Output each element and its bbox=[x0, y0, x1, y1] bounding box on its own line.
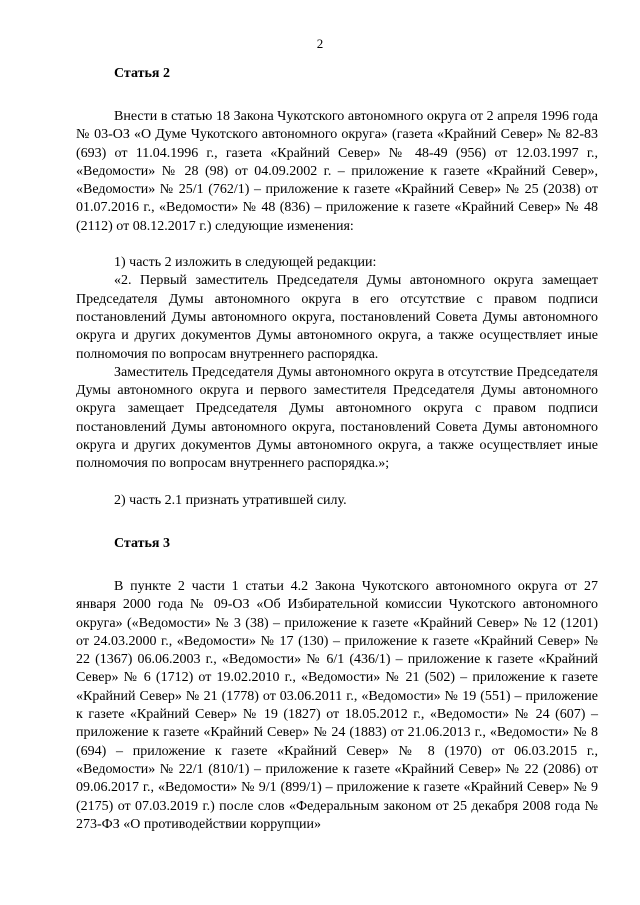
article-2-item-2: 2) часть 2.1 признать утратившей силу. bbox=[114, 492, 347, 508]
article-2-quote-1: «2. Первый заместитель Председателя Думы автономного округа замещает Председателя Думы автономного округа в его отсутствие с правом подписи постановлений Думы автономного округа, постановлений Совета Думы автономного округа и других документов Думы автономного округа, а также осуществляет иные полномочия по вопросам внутреннего распорядка. bbox=[76, 273, 598, 362]
article-3-heading: Статья 3 bbox=[114, 535, 170, 551]
article-2-intro: Внести в статью 18 Закона Чукотского автономного округа от 2 апреля 1996 года № 03-ОЗ «О Думе Чукотского автономного округа» (газета «Крайний Север» № 82-83 (693) от 11.04.1996 г., газета «Крайний Север» № 48-49 (956) от 12.03.1997 г., «Ведомости» № 28 (98) от 04.09.2002 г. – приложение к газете «Крайний Север», «Ведомости» № 25/1 (762/1) – приложение к газете «Крайний Север» № 25 (2038) от 01.07.2016 г., «Ведомости» № 48 (836) – приложение к газете «Крайний Север» № 48 (2112) от 08.12.2017 г.) следующие изменения: bbox=[76, 109, 598, 234]
article-2-item-1: 1) часть 2 изложить в следующей редакции: bbox=[114, 255, 377, 271]
article-2-quote-2: Заместитель Председателя Думы автономного округа в отсутствие Председателя Думы автономного округа и первого заместителя Председателя Думы автономного округа замещает Председателя Думы автономного округа с правом подписи постановлений Думы автономного округа, постановлений Совета Думы автономного округа и других документов Думы автономного округа, а также осуществляет иные полномочия по вопросам внутреннего распорядка.»; bbox=[76, 364, 598, 472]
article-2-heading: Статья 2 bbox=[114, 66, 170, 81]
article-3-body: В пункте 2 части 1 статьи 4.2 Закона Чукотского автономного округа от 27 января 2000 года № 09-ОЗ «Об Избирательной комиссии Чукотского автономного округа» («Ведомости» № 3 (38) – приложение к газете «Крайний Север» № 12 (1201) от 24.03.2000 г., «Ведомости» № 17 (130) – приложение к газете «Крайний Север» № 22 (1367) 06.06.2003 г., «Ведомости» № 6/1 (436/1) – приложение к газете «Крайний Север» № 6 (1712) от 19.02.2010 г., «Ведомости» № 21 (502) – приложение к газете «Крайний Север» № 21 (1778) от 03.06.2011 г., «Ведомости» № 19 (551) – приложение к газете «Крайний Север» № 19 (1827) от 18.05.2012 г., «Ведомости» № 24 (607) – приложение к газете «Крайний Север» № 24 (1883) от 21.06.2013 г., «Ведомости» № 8 (694) – приложение к газете «Крайний Север» № 8 (1970) от 06.03.2015 г., «Ведомости» № 22/1 (810/1) – приложение к газете «Крайний Север» № 22 (2086) от 09.06.2017 г., «Ведомости» № 9/1 (899/1) – приложение к газете «Крайний Север» № 9 (2175) от 07.03.2019 г.) после слов «Федеральным законом от 25 декабря 2008 года № 273-ФЗ «О противодействии коррупции» bbox=[76, 578, 598, 832]
page-number: 2 bbox=[316, 36, 324, 51]
document-body bbox=[76, 64, 598, 834]
